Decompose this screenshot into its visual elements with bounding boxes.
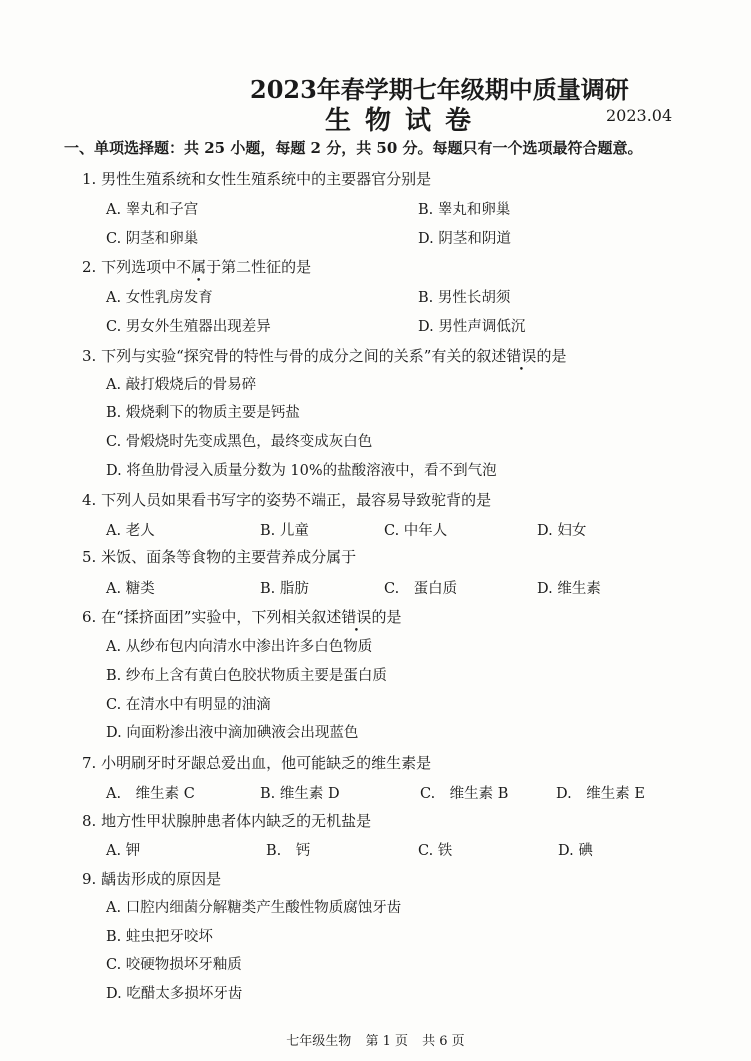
question-2-option-a: A. 女性乳房发育 [106,290,213,306]
section-heading: 一、单项选择题：共 25 小题，每题 2 分，共 50 分。每题只有一个选项最符合题意。 [64,139,643,157]
question-2-option-c: C. 男女外生殖器出现差异 [106,319,271,335]
question-5-option-a: A. 糖类 [106,581,155,597]
question-8-option-b: B. 钙 [266,843,311,859]
question-8-option-a: A. 钾 [106,843,141,859]
question-8-option-c: C. 铁 [418,843,453,859]
question-4-option-d: D. 妇女 [537,523,587,539]
question-4-stem: 4. 下列人员如果看书写字的姿势不端正，最容易导致驼背的是 [82,491,492,509]
question-7-stem: 7. 小明刷牙时牙龈总爱出血，他可能缺乏的维生素是 [82,754,432,772]
question-1-option-c: C. 阴茎和卵巢 [106,231,199,247]
question-9-option-b: B. 蛀虫把牙咬坏 [106,929,213,945]
question-9-stem: 9. 龋齿形成的原因是 [82,870,222,888]
emphasis-text: 错误 [341,608,372,626]
question-1-option-a: A. 睾丸和子宫 [106,202,199,218]
question-1-option-d: D. 阴茎和阴道 [418,231,511,247]
question-6-stem: 6. 在“揉挤面团”实验中，下列相关叙述错误的是 [82,608,402,626]
footer-subject: 七年级生物 [286,1034,352,1049]
footer-total-pages: 共 6 页 [422,1034,465,1049]
question-1-stem: 1. 男性生殖系统和女性生殖系统中的主要器官分别是 [82,170,432,188]
exam-subtitle: 生物试卷 [325,106,486,136]
question-1-option-b: B. 睾丸和卵巢 [418,202,511,218]
question-5-option-d: D. 维生素 [537,581,601,597]
question-3-option-c: C. 骨煅烧时先变成黑色，最终变成灰白色 [106,434,373,450]
question-7-option-a: A. 维生素 C [106,786,195,802]
question-4-option-b: B. 儿童 [260,523,309,539]
question-6-option-c: C. 在清水中有明显的油滴 [106,697,271,713]
question-2-option-d: D. 男性声调低沉 [418,319,526,335]
question-4-option-c: C. 中年人 [384,523,448,539]
question-5-stem: 5. 米饭、面条等食物的主要营养成分属于 [82,548,357,566]
page-footer [0,1030,751,1049]
question-3-option-d: D. 将鱼肋骨浸入质量分数为 10%的盐酸溶液中，看不到气泡 [106,463,497,479]
exam-title: 2023年春学期七年级期中质量调研 [250,75,629,104]
question-7-option-d: D. 维生素 E [556,786,645,802]
emphasis-text: 不属于 [176,258,222,276]
exam-date: 2023.04 [606,106,673,125]
question-5-option-c: C. 蛋白质 [384,581,458,597]
question-3-option-b: B. 煅烧剩下的物质主要是钙盐 [106,405,300,421]
question-4-option-a: A. 老人 [106,523,155,539]
question-3-stem: 3. 下列与实验“探究骨的特性与骨的成分之间的关系”有关的叙述错误的是 [82,347,567,365]
question-9-option-d: D. 吃醋太多损坏牙齿 [106,986,243,1002]
question-8-stem: 8. 地方性甲状腺肿患者体内缺乏的无机盐是 [82,812,372,830]
question-6-option-d: D. 向面粉渗出液中滴加碘液会出现蓝色 [106,725,359,741]
emphasis-text: 错误 [506,347,537,365]
question-9-option-c: C. 咬硬物损坏牙釉质 [106,957,242,973]
question-9-option-a: A. 口腔内细菌分解糖类产生酸性物质腐蚀牙齿 [106,900,402,916]
question-5-option-b: B. 脂肪 [260,581,309,597]
question-2-option-b: B. 男性长胡须 [418,290,511,306]
question-6-option-b: B. 纱布上含有黄白色胶状物质主要是蛋白质 [106,668,387,684]
question-7-option-c: C. 维生素 B [420,786,509,802]
question-3-option-a: A. 敲打煅烧后的骨易碎 [106,377,257,393]
footer-page-number: 第 1 页 [365,1034,408,1049]
question-7-option-b: B. 维生素 D [260,786,340,802]
question-8-option-d: D. 碘 [558,843,593,859]
question-6-option-a: A. 从纱布包内向清水中渗出许多白色物质 [106,639,373,655]
question-2-stem: 2. 下列选项中不属于第二性征的是 [82,258,312,276]
